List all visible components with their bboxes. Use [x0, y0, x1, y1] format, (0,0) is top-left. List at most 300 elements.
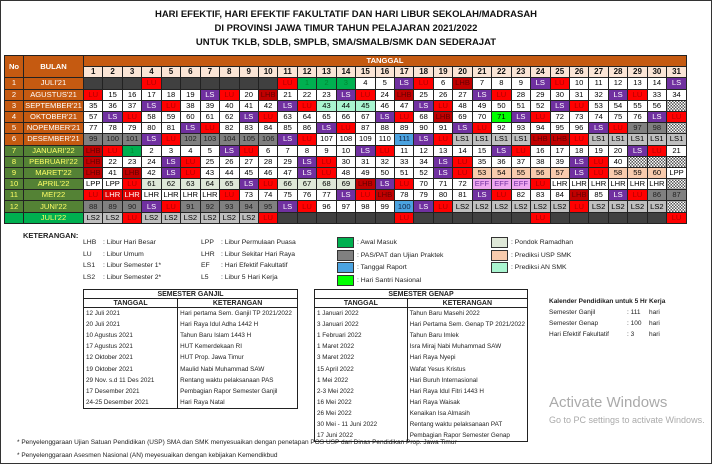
day-cell: LHR — [200, 190, 219, 201]
day-cell: LS — [103, 111, 122, 122]
day-cell: LU — [395, 179, 414, 190]
legend-item — [83, 272, 161, 284]
legend-swatch — [337, 262, 354, 273]
day-cell: 9 — [511, 78, 530, 89]
event-description: Hari Raya Idul Adha 1442 H — [178, 319, 298, 330]
legend-swatch — [337, 237, 354, 248]
day-cell: 79 — [122, 123, 141, 134]
day-cell: LHR — [122, 190, 141, 201]
event-description: HUT Prop. Jawa Timur — [178, 352, 298, 363]
day-cell: 66 — [336, 111, 355, 122]
day-cell: LU — [336, 123, 355, 134]
day-cell: 84 — [550, 190, 569, 201]
day-cell: 82 — [220, 123, 239, 134]
day-cell: 35 — [472, 156, 491, 167]
day-cell: LS — [181, 123, 200, 134]
legend-code: LHB — [83, 239, 97, 246]
day-cell: LHR — [161, 190, 180, 201]
day-cell: LS — [142, 201, 161, 212]
day-cell: LS — [608, 89, 627, 100]
day-cell: LHB — [395, 89, 414, 100]
table-row — [315, 375, 528, 386]
day-cell — [472, 212, 491, 223]
month-number: 12 — [5, 201, 24, 212]
day-cell: LU — [103, 145, 122, 156]
day-cell: LU — [628, 190, 647, 201]
day-cell: LS — [161, 156, 180, 167]
day-cell: 102 — [181, 134, 200, 145]
day-cell: LS2 — [589, 201, 608, 212]
day-cell: LU — [84, 89, 103, 100]
day-cell: 81 — [161, 123, 180, 134]
legend-desc: : Libur Semester 2* — [103, 273, 162, 281]
day-cell: 37 — [122, 100, 141, 111]
day-cell: LU — [472, 123, 491, 134]
day-cell: LHB — [433, 111, 452, 122]
day-cell: 78 — [395, 190, 414, 201]
day-cell: LS — [336, 89, 355, 100]
event-description: Maulid Nabi Muhammad SAW — [178, 363, 298, 374]
day-cell: 63 — [181, 179, 200, 190]
day-cell — [103, 78, 122, 89]
day-cell: 55 — [628, 100, 647, 111]
day-cell: 64 — [297, 111, 316, 122]
day-cell: LU — [589, 167, 608, 178]
day-cell: LS — [356, 145, 375, 156]
day-cell: 56 — [647, 100, 666, 111]
day-cell: 64 — [200, 179, 219, 190]
day-cell: LU — [161, 201, 180, 212]
day-cell: 3 — [161, 145, 180, 156]
month-row — [5, 212, 687, 223]
day-cell: 31 — [356, 156, 375, 167]
day-cell: 93 — [511, 123, 530, 134]
day-cell: 30 — [336, 156, 355, 167]
title-line-3: UNTUK TKLB, SDLB, SMPLB, SMA/SMALB/SMK DAN SEDERAJAT — [195, 37, 497, 48]
day-cell: 36 — [492, 156, 511, 167]
day-cell: LS — [375, 111, 394, 122]
day-cell: LS — [336, 190, 355, 201]
day-cell: 13 — [433, 145, 452, 156]
day-cell: 63 — [278, 111, 297, 122]
day-cell: LU — [414, 78, 433, 89]
day-cell: LU — [647, 145, 666, 156]
month-number: 5 — [5, 123, 24, 134]
summary-value: : 111 — [627, 309, 641, 316]
day-cell: 61 — [142, 179, 161, 190]
day-cell — [433, 212, 452, 223]
day-cell: 97 — [628, 123, 647, 134]
day-cell: 68 — [317, 179, 336, 190]
day-cell: 22 — [297, 89, 316, 100]
event-date: 15 April 2022 — [315, 363, 408, 374]
day-cell: LS — [239, 179, 258, 190]
day-header: 22 — [492, 67, 511, 78]
day-cell: 27 — [239, 156, 258, 167]
day-cell: LS — [414, 201, 433, 212]
day-cell: LPP — [103, 179, 122, 190]
day-cell: 65 — [317, 111, 336, 122]
day-header: 18 — [414, 67, 433, 78]
semester-title: SEMESTER GENAP — [315, 290, 528, 299]
day-cell: LU — [433, 134, 452, 145]
day-cell: LS — [589, 123, 608, 134]
day-cell: LU — [628, 89, 647, 100]
day-cell: LU — [122, 179, 141, 190]
day-cell: LHB — [84, 167, 103, 178]
day-cell — [336, 212, 355, 223]
column-header-keterangan: KETERANGAN — [178, 299, 298, 308]
day-cell: LS2 — [181, 212, 200, 223]
day-cell: 69 — [453, 111, 472, 122]
calendar-table — [4, 55, 687, 224]
column-header-tanggal: TANGGAL — [84, 299, 178, 308]
day-cell: 90 — [414, 123, 433, 134]
event-date: 1 Mei 2022 — [315, 375, 408, 386]
day-cell — [628, 212, 647, 223]
table-row — [84, 341, 298, 352]
day-header: 25 — [550, 67, 569, 78]
day-cell: LS — [472, 190, 491, 201]
day-cell: 105 — [239, 134, 258, 145]
day-cell: 27 — [453, 89, 472, 100]
day-header: 2 — [103, 67, 122, 78]
month-row — [5, 111, 687, 122]
footnote-1: * Penyelenggaraan Ujian Satuan Pendidikan (USP) SMA dan SMK menyesuaikan dengan penetapan POS USP dari Dinas Pendidikan Prop. Jawa Timur — [17, 439, 457, 446]
day-cell: LS — [608, 190, 627, 201]
legend-item — [201, 249, 296, 261]
summary-row — [549, 318, 665, 329]
legend-swatch-label: : Prediksi USP SMK — [511, 251, 572, 259]
day-cell: 71 — [433, 179, 452, 190]
day-cell: 35 — [84, 100, 103, 111]
day-cell: 52 — [531, 100, 550, 111]
day-cell: 57 — [84, 111, 103, 122]
day-cell: 2 — [142, 145, 161, 156]
summary-row — [549, 329, 665, 340]
day-cell: 88 — [84, 201, 103, 212]
day-cell — [667, 100, 687, 111]
event-description: Hari Buruh Internasional — [407, 375, 527, 386]
day-cell: 96 — [569, 123, 588, 134]
day-cell: 98 — [356, 201, 375, 212]
day-cell: 43 — [317, 100, 336, 111]
day-header: 21 — [472, 67, 491, 78]
day-cell: EFF — [492, 179, 511, 190]
day-cell: 14 — [647, 78, 666, 89]
day-cell: 94 — [531, 123, 550, 134]
day-cell: LU — [297, 134, 316, 145]
event-date: 24-25 Desember 2021 — [84, 397, 178, 408]
day-cell: 30 — [550, 89, 569, 100]
event-description: Pembagian Rapor Semester Ganjil — [178, 386, 298, 397]
day-cell: LHB — [569, 190, 588, 201]
day-cell: 55 — [511, 167, 530, 178]
day-cell — [181, 78, 200, 89]
legend-item — [83, 237, 161, 249]
day-cell: LS2 — [453, 201, 472, 212]
legend-codes-2 — [201, 237, 296, 283]
calendar-body — [5, 78, 687, 223]
month-row — [5, 89, 687, 100]
summary-value: : 3 — [627, 331, 635, 338]
summary-label: Semester Genap — [549, 320, 599, 327]
day-cell: LU — [453, 156, 472, 167]
day-cell: 40 — [608, 156, 627, 167]
day-cell: 12 — [414, 145, 433, 156]
day-cell: 33 — [647, 89, 666, 100]
day-cell: 54 — [608, 100, 627, 111]
day-cell: LU — [317, 167, 336, 178]
day-cell: LU — [181, 167, 200, 178]
day-cell: 91 — [433, 123, 452, 134]
day-cell: 45 — [239, 167, 258, 178]
event-description: Hari Raya Nyepi — [407, 352, 527, 363]
day-cell: LS2 — [550, 201, 569, 212]
day-cell — [84, 78, 103, 89]
day-cell: 29 — [278, 156, 297, 167]
day-cell: 109 — [356, 134, 375, 145]
day-cell: LS1 — [492, 134, 511, 145]
day-cell: 40 — [220, 100, 239, 111]
day-cell: LHR — [589, 179, 608, 190]
table-row — [315, 386, 528, 397]
month-name: APRIL'22 — [24, 179, 84, 190]
day-cell: 16 — [122, 89, 141, 100]
legend-codes — [83, 237, 161, 283]
table-row — [315, 319, 528, 330]
day-cell: 108 — [336, 134, 355, 145]
day-cell: 77 — [317, 190, 336, 201]
table-row — [84, 330, 298, 341]
day-cell: 44 — [336, 100, 355, 111]
event-date: 19 Oktober 2021 — [84, 363, 178, 374]
day-cell: 99 — [375, 201, 394, 212]
summary-title: Kalender Pendidikan untuk 5 Hr Kerja — [549, 298, 666, 305]
table-row — [84, 375, 298, 386]
day-header: 4 — [142, 67, 161, 78]
day-cell: 86 — [297, 123, 316, 134]
day-cell — [278, 212, 297, 223]
day-cell: LS — [492, 145, 511, 156]
day-cell: LPP — [667, 167, 687, 178]
day-cell: 68 — [414, 111, 433, 122]
day-cell: LPP — [84, 179, 103, 190]
day-cell: 100 — [395, 201, 414, 212]
month-name: JANUARI'22 — [24, 145, 84, 156]
day-cell: LU — [589, 156, 608, 167]
day-header: 9 — [239, 67, 258, 78]
day-cell: LHR — [142, 190, 161, 201]
day-cell: 41 — [103, 167, 122, 178]
day-cell: 57 — [550, 167, 569, 178]
day-cell: LS2 — [220, 212, 239, 223]
event-date: 20 Juli 2021 — [84, 319, 178, 330]
event-description: Wafat Yesus Kristus — [407, 363, 527, 374]
day-cell: 28 — [511, 89, 530, 100]
legend-swatch-label: : Prediksi AN SMK — [511, 264, 567, 271]
day-cell: LS2 — [628, 201, 647, 212]
day-cell: LS1 — [453, 134, 472, 145]
day-cell: LS — [297, 156, 316, 167]
table-row — [315, 363, 528, 374]
day-cell: LU — [258, 111, 277, 122]
day-cell: LS — [531, 78, 550, 89]
day-cell: 11 — [395, 145, 414, 156]
legend-desc: : Libur 5 Hari Kerja — [221, 273, 278, 281]
day-cell: LHR — [569, 179, 588, 190]
day-cell: LU — [122, 212, 141, 223]
day-cell: 18 — [569, 145, 588, 156]
day-cell: 20 — [608, 145, 627, 156]
day-cell: 10 — [336, 145, 355, 156]
event-date: 12 Oktober 2021 — [84, 352, 178, 363]
day-cell: 104 — [220, 134, 239, 145]
day-cell: 50 — [492, 100, 511, 111]
day-cell: LS1 — [608, 134, 627, 145]
day-cell: LS — [375, 179, 394, 190]
day-cell: LU — [569, 201, 588, 212]
day-cell: 46 — [375, 100, 394, 111]
day-cell: 53 — [589, 100, 608, 111]
legend-desc: : Libur Sekitar Hari Raya — [221, 250, 296, 258]
day-cell — [297, 212, 316, 223]
semester-header-row — [315, 299, 528, 308]
day-cell: LS2 — [84, 212, 103, 223]
day-header: 31 — [667, 67, 687, 78]
day-cell: LS — [395, 78, 414, 89]
summary-unit: hari — [649, 309, 660, 316]
day-cell: 32 — [375, 156, 394, 167]
day-cell: 101 — [122, 134, 141, 145]
day-cell: LS — [550, 100, 569, 111]
day-cell: LU — [433, 100, 452, 111]
day-cell: 25 — [414, 89, 433, 100]
day-cell: 67 — [356, 111, 375, 122]
day-cell: LU — [569, 134, 588, 145]
day-cell: 8 — [492, 78, 511, 89]
day-cell — [589, 212, 608, 223]
event-description: Tahun Baru Imlek — [407, 330, 527, 341]
day-cell — [220, 78, 239, 89]
header-tanggal: TANGGAL — [84, 56, 687, 67]
day-cell: 58 — [142, 111, 161, 122]
day-cell: 71 — [492, 111, 511, 122]
event-description: Kenaikan Isa Almasih — [407, 408, 527, 419]
day-cell: LHB — [258, 89, 277, 100]
day-cell: LHR — [628, 179, 647, 190]
legend-swatch-label: : Awal Masuk — [357, 239, 397, 246]
day-cell: 67 — [297, 179, 316, 190]
month-name: NOPEMBER'21 — [24, 123, 84, 134]
day-cell: LHB — [356, 179, 375, 190]
day-cell: LU — [297, 100, 316, 111]
day-cell: LU — [142, 78, 161, 89]
day-cell: 32 — [589, 89, 608, 100]
semester-title: SEMESTER GANJIL — [84, 290, 298, 299]
day-cell: LU — [181, 156, 200, 167]
month-number: 9 — [5, 167, 24, 178]
month-number: 1 — [5, 78, 24, 89]
day-cell: 15 — [472, 145, 491, 156]
day-cell: LU — [531, 212, 550, 223]
watermark-subtitle: Go to PC settings to activate Windows. — [549, 415, 705, 425]
day-cell: LU — [550, 78, 569, 89]
day-cell: 48 — [453, 100, 472, 111]
day-cell: LS1 — [667, 134, 687, 145]
event-description: Hari pertama Sem. Ganjil TP 2021/2022 — [178, 308, 298, 319]
day-cell: 26 — [220, 156, 239, 167]
semester-header-row — [84, 299, 298, 308]
day-cell: LHR — [103, 190, 122, 201]
day-cell: LS — [569, 156, 588, 167]
day-cell: 12 — [608, 78, 627, 89]
day-cell: LS1 — [647, 134, 666, 145]
day-cell: 5 — [375, 78, 394, 89]
table-row — [84, 319, 298, 330]
day-header: 27 — [589, 67, 608, 78]
day-cell: 78 — [103, 123, 122, 134]
day-cell: 90 — [122, 201, 141, 212]
day-cell: LS1 — [589, 134, 608, 145]
day-cell — [356, 212, 375, 223]
summary-unit: hari — [649, 331, 660, 338]
summary — [549, 296, 665, 340]
day-cell: LU — [492, 89, 511, 100]
month-number: 4 — [5, 111, 24, 122]
month-name: OKTOBER'21 — [24, 111, 84, 122]
day-cell: 91 — [181, 201, 200, 212]
day-cell: 77 — [84, 123, 103, 134]
day-cell: 94 — [239, 201, 258, 212]
day-cell: 54 — [492, 167, 511, 178]
day-cell: LU — [433, 201, 452, 212]
day-cell: LS1 — [472, 134, 491, 145]
table-row — [315, 330, 528, 341]
day-cell: LS2 — [103, 212, 122, 223]
legend-code: L5 — [201, 273, 209, 281]
month-name: PEBRUARI'22 — [24, 156, 84, 167]
column-header-tanggal: TANGGAL — [315, 299, 408, 308]
day-cell: 41 — [239, 100, 258, 111]
day-cell: 38 — [181, 100, 200, 111]
day-cell: LHB — [531, 134, 550, 145]
day-cell — [667, 201, 687, 212]
day-header: 15 — [356, 67, 375, 78]
day-cell: 8 — [297, 145, 316, 156]
day-cell: 45 — [356, 100, 375, 111]
event-description: Isra Miraj Nabi Muhammad SAW — [407, 341, 527, 352]
day-cell: 33 — [395, 156, 414, 167]
day-cell — [667, 179, 687, 190]
day-cell: LS — [414, 100, 433, 111]
day-cell: 48 — [336, 167, 355, 178]
event-date: 26 Mei 2022 — [315, 408, 408, 419]
day-cell: LU — [492, 190, 511, 201]
event-description: Hari Pertama Sem. Genap TP 2021/2022 — [407, 319, 527, 330]
event-date: 17 Agustus 2021 — [84, 341, 178, 352]
day-cell: 43 — [200, 167, 219, 178]
day-cell: LS — [511, 111, 530, 122]
day-cell: 38 — [531, 156, 550, 167]
day-cell: 1 — [122, 145, 141, 156]
day-cell: 24 — [142, 156, 161, 167]
day-header: 30 — [647, 67, 666, 78]
day-cell: 73 — [569, 111, 588, 122]
legend-swatch-label: : Hari Santri Nasional — [357, 276, 422, 284]
event-description: Hari Raya Idul Fitri 1443 H — [407, 386, 527, 397]
table-row — [315, 352, 528, 363]
